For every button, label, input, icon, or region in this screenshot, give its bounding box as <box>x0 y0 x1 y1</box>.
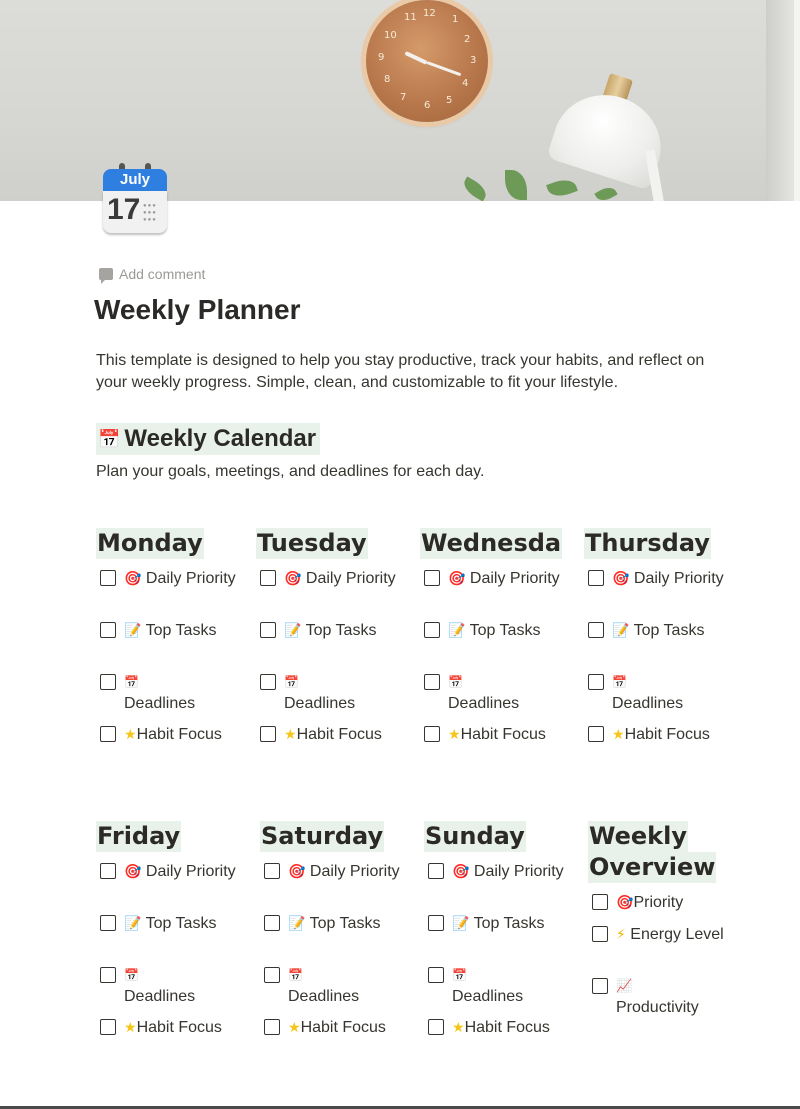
day-column-tuesday <box>256 528 406 768</box>
chart-icon: 📈 <box>616 978 633 993</box>
todo-label: Deadlines <box>284 695 356 712</box>
clock-number: 6 <box>424 100 431 111</box>
page-title[interactable]: Weekly Planner <box>94 294 301 325</box>
checkbox[interactable] <box>260 674 276 690</box>
checkbox[interactable] <box>100 967 116 983</box>
checkbox[interactable] <box>424 570 440 586</box>
day-column-monday <box>96 528 246 768</box>
clock-number: 5 <box>446 95 453 106</box>
todo-label: Daily Priority <box>633 570 724 587</box>
todo-label: Deadlines <box>124 988 196 1005</box>
checkbox[interactable] <box>100 915 116 931</box>
checkbox[interactable] <box>424 622 440 638</box>
todo-label: Top Tasks <box>469 622 541 639</box>
todo-label: Deadlines <box>448 695 520 712</box>
overview-label: Energy Level <box>630 926 724 943</box>
checkbox[interactable] <box>588 674 604 690</box>
checkbox[interactable] <box>100 1019 116 1035</box>
checkbox[interactable] <box>588 570 604 586</box>
target-icon: 🎯 <box>124 863 142 879</box>
checkbox[interactable] <box>428 967 444 983</box>
clock-number: 4 <box>462 78 469 89</box>
calendar-body <box>103 191 167 233</box>
memo-icon: 📝 <box>612 622 630 638</box>
checkbox[interactable] <box>264 967 280 983</box>
plant-leaf <box>546 176 578 201</box>
todo-label: Deadlines <box>124 695 196 712</box>
day-column-wednesday <box>420 528 570 768</box>
target-icon: 🎯 <box>452 863 470 879</box>
clock-number: 8 <box>384 74 391 85</box>
todo-label: Habit Focus <box>460 726 546 743</box>
checkbox[interactable] <box>100 863 116 879</box>
todo-label: Deadlines <box>288 988 360 1005</box>
memo-icon: 📝 <box>448 622 466 638</box>
todo-label: Daily Priority <box>469 570 560 587</box>
checkbox[interactable] <box>260 570 276 586</box>
star-icon: ★ <box>288 1019 301 1035</box>
todo-label: Habit Focus <box>624 726 710 743</box>
checkbox[interactable] <box>428 863 444 879</box>
wall-edge-light <box>794 0 800 201</box>
todo-label: Habit Focus <box>300 1019 386 1036</box>
memo-icon: 📝 <box>124 622 142 638</box>
clock-number: 12 <box>423 8 436 19</box>
overview-label: Priority <box>633 894 684 911</box>
day-title[interactable]: Sunday <box>425 822 525 850</box>
todo-label: Top Tasks <box>309 915 381 932</box>
memo-icon: 📝 <box>288 915 306 931</box>
todo-label: Top Tasks <box>305 622 377 639</box>
target-icon: 🎯 <box>612 570 630 586</box>
checkbox[interactable] <box>588 726 604 742</box>
checkbox[interactable] <box>588 622 604 638</box>
checkbox[interactable] <box>424 726 440 742</box>
calendar-month: July <box>103 169 167 191</box>
star-icon: ★ <box>124 1019 137 1035</box>
todo-label: Daily Priority <box>145 570 236 587</box>
todo-label: Deadlines <box>612 695 684 712</box>
day-title[interactable]: Tuesday <box>257 529 367 557</box>
todo-label: Top Tasks <box>473 915 545 932</box>
clock-number: 10 <box>384 30 397 41</box>
clock-number: 7 <box>400 92 407 103</box>
weekly-overview-column <box>588 821 768 1041</box>
day-title[interactable]: Monday <box>97 529 203 557</box>
checkbox[interactable] <box>100 570 116 586</box>
checkbox[interactable] <box>260 726 276 742</box>
overview-title-line1[interactable]: Weekly <box>589 822 688 850</box>
comment-icon <box>99 268 113 280</box>
calendar-icon: 📅 <box>284 675 299 689</box>
lightning-icon: ⚡ <box>616 926 626 942</box>
calendar-icon: 📅 <box>124 968 139 982</box>
star-icon: ★ <box>612 726 625 742</box>
plant-leaf <box>505 170 527 200</box>
calendar-icon: 📅 <box>612 675 627 689</box>
day-column-saturday <box>260 821 410 1061</box>
clock-number: 9 <box>378 52 385 63</box>
checkbox[interactable] <box>260 622 276 638</box>
day-column-friday <box>96 821 246 1061</box>
memo-icon: 📝 <box>124 915 142 931</box>
todo-label: Habit Focus <box>464 1019 550 1036</box>
clock-number: 3 <box>470 55 477 66</box>
clock-number: 1 <box>452 14 459 25</box>
todo-label: Deadlines <box>452 988 524 1005</box>
clock-minute-hand <box>426 61 461 76</box>
star-icon: ★ <box>284 726 297 742</box>
overview-label: Productivity <box>616 999 699 1016</box>
todo-label: Top Tasks <box>145 622 217 639</box>
target-icon: 🎯 <box>124 570 142 586</box>
target-icon: 🎯 <box>288 863 306 879</box>
todo-label: Habit Focus <box>136 1019 222 1036</box>
memo-icon: 📝 <box>452 915 470 931</box>
overview-title-line2[interactable]: Overview <box>589 853 716 881</box>
todo-label: Top Tasks <box>145 915 217 932</box>
memo-icon: 📝 <box>284 622 302 638</box>
todo-label: Top Tasks <box>633 622 705 639</box>
clock-number: 11 <box>404 12 417 23</box>
todo-label: Habit Focus <box>296 726 382 743</box>
todo-label: Daily Priority <box>305 570 396 587</box>
calendar-icon: 📅 <box>288 968 303 982</box>
target-icon: 🎯 <box>448 570 466 586</box>
add-comment-button[interactable] <box>99 266 205 282</box>
todo-label: Habit Focus <box>136 726 222 743</box>
calendar-day: 17 <box>107 193 141 226</box>
checkbox[interactable] <box>264 863 280 879</box>
star-icon: ★ <box>452 1019 465 1035</box>
wall-clock <box>366 0 488 122</box>
calendar-grid-dots: ●●● ●●● ●●● <box>143 203 157 223</box>
calendar-icon: 📅 <box>452 968 467 982</box>
checkbox[interactable] <box>592 894 608 910</box>
calendar-icon: 📅 <box>124 675 139 689</box>
target-icon: 🎯 <box>616 894 634 910</box>
clock-hour-hand <box>404 51 427 65</box>
todo-label: Daily Priority <box>309 863 400 880</box>
checkbox[interactable] <box>264 1019 280 1035</box>
intro-paragraph[interactable]: This template is designed to help you stay productive, track your habits, and reflect on your weekly progress. Simple, clean, and customizable to fit your lifestyle. <box>96 352 705 391</box>
checkbox[interactable] <box>100 622 116 638</box>
target-icon: 🎯 <box>284 570 302 586</box>
checkbox[interactable] <box>264 915 280 931</box>
calendar-icon: 📅 <box>448 675 463 689</box>
clock-number: 2 <box>464 34 471 45</box>
todo-label: Daily Priority <box>473 863 564 880</box>
day-column-sunday <box>424 821 574 1061</box>
plant-leaf <box>594 184 617 201</box>
plant-leaf <box>460 176 490 201</box>
star-icon: ★ <box>448 726 461 742</box>
day-title[interactable]: Thursday <box>585 529 710 557</box>
star-icon: ★ <box>124 726 137 742</box>
day-title[interactable]: Wednesda <box>421 529 562 557</box>
add-comment-label: Add comment <box>119 266 206 282</box>
section-subtitle[interactable]: Plan your goals, meetings, and deadlines for each day. <box>96 463 485 480</box>
todo-label: Daily Priority <box>145 863 236 880</box>
section-heading-text: Weekly Calendar <box>124 425 317 452</box>
checkbox[interactable] <box>424 674 440 690</box>
checkbox[interactable] <box>100 674 116 690</box>
section-heading-weekly-calendar[interactable] <box>96 423 320 455</box>
checkbox[interactable] <box>592 978 608 994</box>
checkbox[interactable] <box>428 1019 444 1035</box>
day-title[interactable]: Saturday <box>261 822 384 850</box>
checkbox[interactable] <box>428 915 444 931</box>
checkbox[interactable] <box>592 926 608 942</box>
calendar-page-icon[interactable] <box>103 163 167 235</box>
day-title[interactable]: Friday <box>97 822 181 850</box>
day-column-thursday <box>584 528 734 768</box>
calendar-icon: 📅 <box>98 429 121 449</box>
checkbox[interactable] <box>100 726 116 742</box>
